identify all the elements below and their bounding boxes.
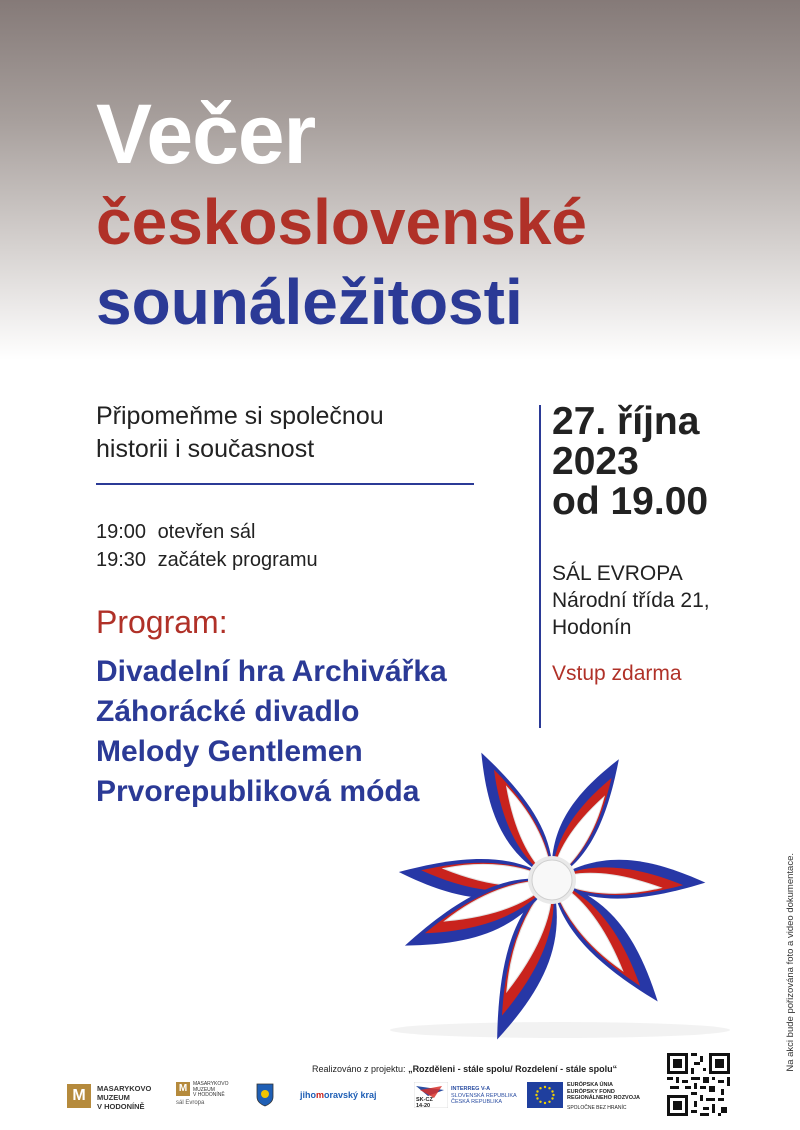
jihomoravsky-kraj-logo: [300, 1091, 377, 1099]
date-year: 2023: [552, 440, 639, 483]
eu-line: EURÓPSKA ÚNIA: [567, 1082, 613, 1088]
venue-city: Hodonín: [552, 616, 632, 639]
museum-logo-line: MUZEUM: [97, 1093, 130, 1102]
schedule-label: začátek programu: [157, 549, 318, 571]
photo-notice: Na akci bude pořizována foto a video dokumentace.: [785, 853, 796, 1072]
schedule: [96, 518, 318, 574]
interreg-line: INTERREG V-A: [451, 1086, 491, 1092]
program-item: Melody Gentlemen: [96, 735, 363, 768]
title-ceskoslovenske: československé: [96, 186, 587, 258]
entry-note: Vstup zdarma: [552, 662, 682, 685]
interreg-code: 14-20: [416, 1103, 431, 1109]
sal-evropa-logo-text: sál Evropa: [176, 1100, 205, 1106]
project-prefix: Realizováno z projektu:: [312, 1064, 409, 1074]
date-day: 27. října: [552, 400, 700, 443]
ribbon-flower-image: [330, 740, 780, 1040]
subtitle: [96, 400, 384, 466]
interreg-line: SLOVENSKÁ REPUBLIKA: [451, 1092, 517, 1099]
divider-line: [96, 483, 474, 485]
qr-code-icon: [667, 1053, 730, 1116]
program-item: Záhorácké divadlo: [96, 695, 360, 728]
schedule-label: otevřen sál: [157, 521, 256, 543]
title-vecer: Večer: [96, 87, 316, 181]
project-note: [312, 1064, 617, 1074]
eu-line: EURÓPSKY FOND: [567, 1088, 615, 1095]
museum-logo-line: V HODONÍNĚ: [193, 1092, 225, 1098]
subtitle-line-2: historii i současnost: [96, 435, 315, 463]
kraj-logo-part: jiho: [300, 1090, 316, 1100]
kraj-logo-part: oravský kraj: [324, 1090, 377, 1100]
date-time: od 19.00: [552, 480, 709, 523]
interreg-line: ČESKÁ REPUBLIKA: [451, 1099, 503, 1105]
program-heading: Program:: [96, 604, 228, 640]
schedule-row: [96, 546, 318, 574]
venue-street: Národní třída 21,: [552, 589, 710, 612]
vertical-divider: [539, 405, 541, 728]
museum-logo-line: MUZEUM: [193, 1086, 215, 1093]
schedule-time: 19:00: [96, 521, 147, 543]
event-date: [552, 402, 708, 522]
hodonin-coat-of-arms-icon: [256, 1083, 274, 1107]
venue: [552, 560, 710, 641]
eu-line: REGIONÁLNEHO ROZVOJA: [567, 1095, 641, 1101]
interreg-code: SK-CZ: [416, 1097, 433, 1103]
museum-logo-line: V HODONÍNĚ: [97, 1102, 145, 1111]
kraj-logo-part: m: [316, 1090, 325, 1100]
subtitle-line-1: Připomeňme si společnou: [96, 402, 384, 430]
eu-flag-icon: [527, 1082, 563, 1108]
museum-logo-line: MASARYKOVO: [97, 1084, 152, 1093]
project-name: „Rozděleni - stále spolu/ Rozdelení - stále spolu“: [408, 1064, 618, 1074]
venue-name: SÁL EVROPA: [552, 562, 683, 585]
program-item: Prvorepubliková móda: [96, 775, 420, 808]
museum-logo-line: MASARYKOVO: [193, 1081, 229, 1087]
program-item: Divadelní hra Archivářka: [96, 655, 447, 688]
eu-motto: SPOLOČNE BEZ HRANÍC: [567, 1105, 627, 1111]
title-sounalezitosti: sounáležitosti: [96, 266, 523, 338]
schedule-time: 19:30: [96, 549, 147, 571]
schedule-row: [96, 518, 318, 546]
museum-emblem-icon: M: [67, 1084, 91, 1108]
museum-small-icon: M: [176, 1082, 190, 1096]
